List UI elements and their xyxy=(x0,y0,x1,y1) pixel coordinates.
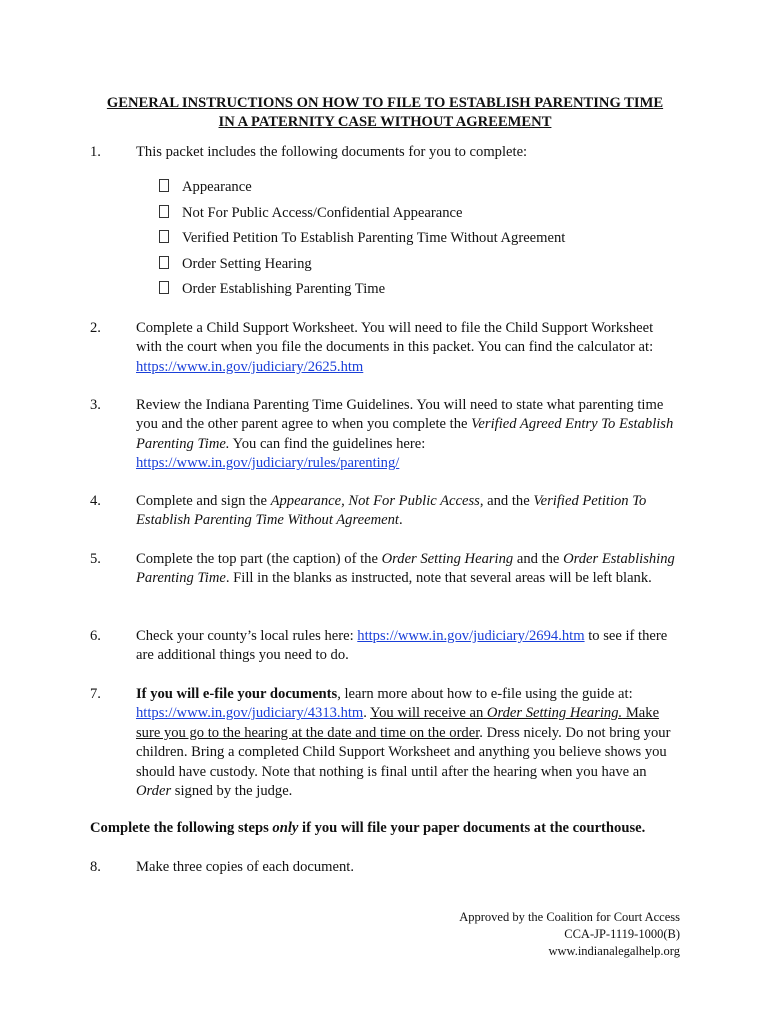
checklist-label: Verified Petition To Establish Parenting Time Without Agreement xyxy=(182,230,566,246)
item-text-part: signed by the judge. xyxy=(171,783,293,800)
note-italic-text: only xyxy=(272,820,299,836)
checkbox-icon[interactable] xyxy=(159,281,169,294)
item-text: Make three copies of each document. xyxy=(136,859,355,875)
item-text xyxy=(136,319,681,377)
calculator-link[interactable]: https://www.in.gov/judiciary/2625.htm xyxy=(136,358,364,375)
checklist-label: Not For Public Access/Confidential Appearance xyxy=(182,205,463,221)
item-text-part: and the xyxy=(513,551,564,567)
item-text-part: , and the xyxy=(479,493,534,509)
item-number: 2. xyxy=(90,320,101,336)
item-text-part: . Dress nicely. Do not bring your children. Bring a completed Child Support Worksheet and anything you believe shows you should have custody. Note that nothing is final until after the hearing when you have an xyxy=(136,724,671,780)
item-italic-text: Order xyxy=(136,783,172,800)
item-text xyxy=(136,550,681,589)
checklist-label: Order Setting Hearing xyxy=(182,256,312,272)
checkbox-icon[interactable] xyxy=(159,205,169,218)
item-text-part: Complete the top part (the caption) of the xyxy=(136,551,382,567)
item-italic-text: Verified Agreed Entry To Establish Parenting Time. xyxy=(136,416,674,452)
note-text-part: if you will file your paper documents at the courthouse. xyxy=(298,820,646,836)
guidelines-link[interactable]: https://www.in.gov/judiciary/rules/parenting/ xyxy=(136,455,400,472)
item-text xyxy=(136,396,681,474)
item-number: 1. xyxy=(90,144,101,160)
item-text-part: Check your county’s local rules here: xyxy=(136,628,358,644)
local-rules-link[interactable]: https://www.in.gov/judiciary/2694.htm xyxy=(357,628,585,644)
paper-filing-note xyxy=(90,820,645,837)
checklist-item xyxy=(159,280,385,299)
item-text-part: . xyxy=(363,705,371,722)
item-text-part: Complete a Child Support Worksheet. You will need to file the Child Support Worksheet with the court when you file the documents in this packet. You can find the calculator at: xyxy=(136,320,654,356)
checkbox-icon[interactable] xyxy=(159,230,169,243)
item-number: 3. xyxy=(90,397,101,413)
footer-website: www.indianalegalhelp.org xyxy=(548,944,680,958)
item-underlined-text: Make sure you go to the hearing at the date and time on the order xyxy=(136,705,660,741)
item-number: 7. xyxy=(90,686,101,702)
item-text xyxy=(136,685,681,801)
checkbox-icon[interactable] xyxy=(159,179,169,192)
checklist-item xyxy=(159,255,312,274)
item-text-part: Complete and sign the xyxy=(136,493,271,509)
checklist-label: Appearance xyxy=(182,179,252,195)
efile-guide-link[interactable]: https://www.in.gov/judiciary/4313.htm xyxy=(136,705,364,722)
item-italic-text: Order Establishing Parenting Time xyxy=(136,551,675,587)
item-text-part: You can find the guidelines here: xyxy=(229,435,426,452)
footer-form-code: CCA-JP-1119-1000(B) xyxy=(564,927,680,941)
item-underlined-text: You will receive an xyxy=(370,705,487,722)
document-title-line-2: IN A PATERNITY CASE WITHOUT AGREEMENT xyxy=(218,114,552,130)
item-text xyxy=(136,492,681,531)
item-number: 8. xyxy=(90,859,101,875)
checklist-item xyxy=(159,229,565,248)
item-text-part: Review the Indiana Parenting Time Guidelines. You will need to state what parenting time you and the other parent agree to when you complete the xyxy=(136,397,664,433)
checklist-label: Order Establishing Parenting Time xyxy=(182,281,386,297)
footer-approval: Approved by the Coalition for Court Access xyxy=(459,910,680,924)
item-text-part: . xyxy=(398,512,403,529)
item-text-part: . Fill in the blanks as instructed, note that several areas will be left blank. xyxy=(225,570,652,587)
item-text-part: , learn more about how to e-file using the guide at: xyxy=(337,686,633,702)
note-text-part: Complete the following steps xyxy=(90,820,273,836)
checklist-item xyxy=(159,178,252,197)
item-text xyxy=(136,627,681,666)
item-italic-text: Appearance, Not For Public Access xyxy=(270,493,480,509)
item-text-part: to see if there are additional things you need to do. xyxy=(136,628,668,664)
footer xyxy=(459,909,680,960)
document-title-line-1: GENERAL INSTRUCTIONS ON HOW TO FILE TO ESTABLISH PARENTING TIME xyxy=(106,95,664,111)
item-italic-text: Order Setting Hearing xyxy=(381,551,514,567)
item-bold-text: If you will e-file your documents xyxy=(136,686,338,702)
checkbox-icon[interactable] xyxy=(159,256,169,269)
item-text: This packet includes the following documents for you to complete: xyxy=(136,144,528,160)
item-number: 6. xyxy=(90,628,101,644)
item-underlined-italic-text: Order Setting Hearing. xyxy=(486,705,623,722)
item-italic-text: Verified Petition To Establish Parenting Time Without Agreement xyxy=(136,493,647,529)
item-number: 5. xyxy=(90,551,101,567)
checklist-item xyxy=(159,204,462,223)
item-number: 4. xyxy=(90,493,101,509)
